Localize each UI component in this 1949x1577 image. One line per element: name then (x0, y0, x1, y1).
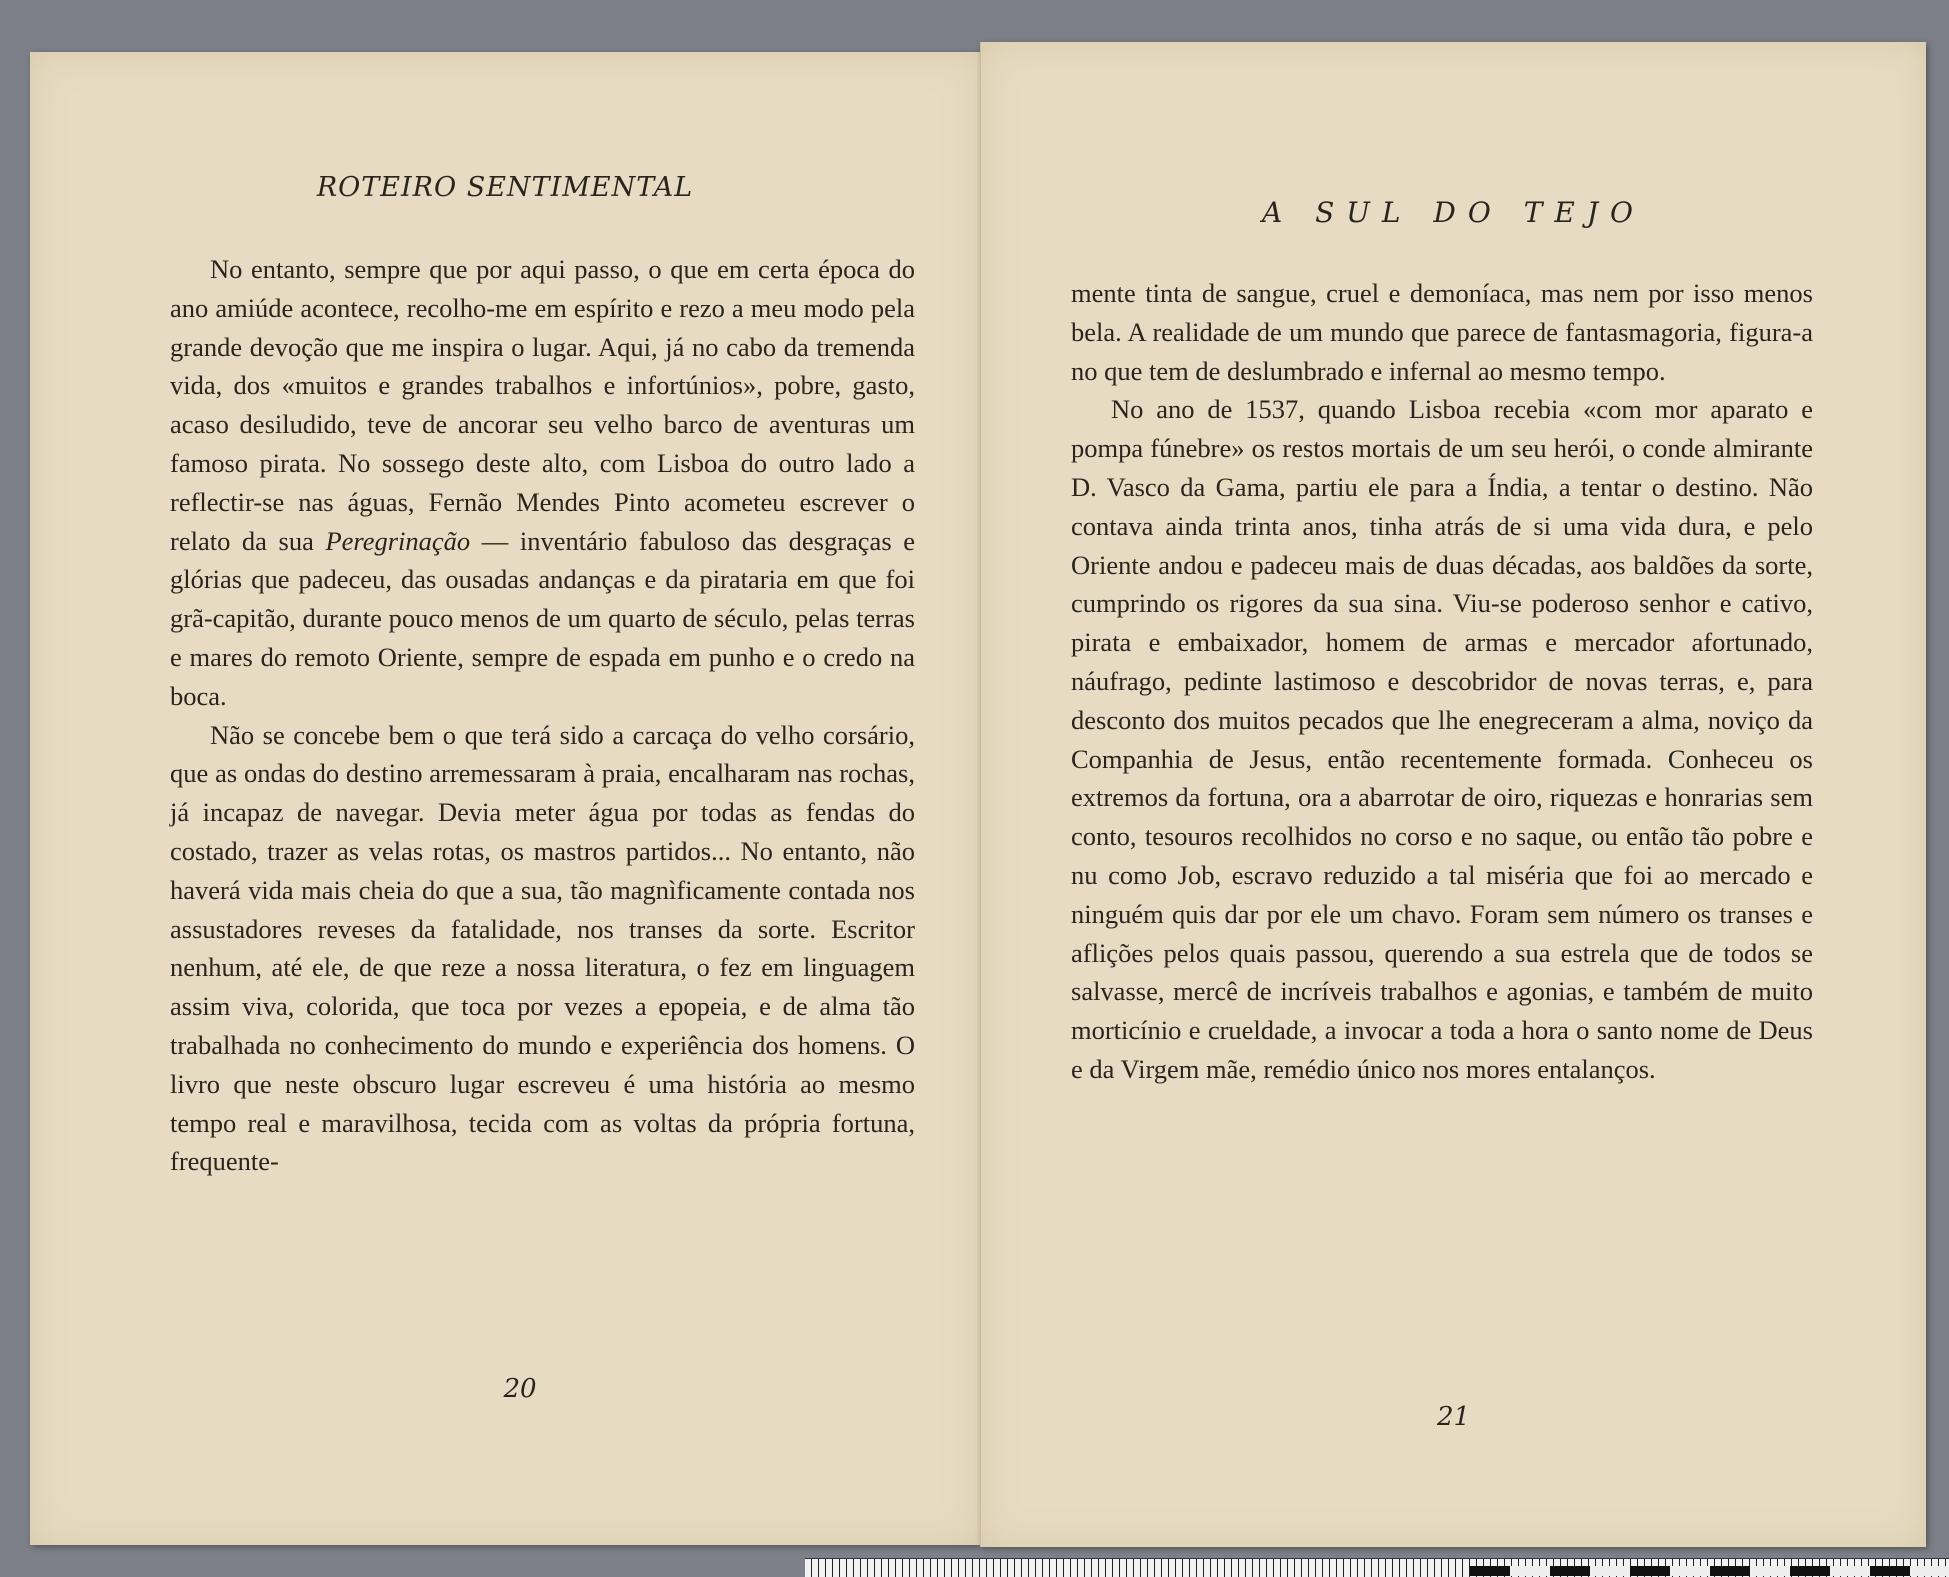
left-paragraph-1-text-b: — inventário fabuloso das desgraças e glórias que padeceu, das ousadas andanças e da pirataria em que foi grã-capitão, durante pouco menos de um quarto de século, pelas terras e mares do remoto Oriente, sempre de espada em punho e o credo na boca. (170, 525, 915, 711)
color-scale-bar (1470, 1566, 1949, 1576)
left-paragraph-2: Não se concebe bem o que terá sido a carcaça do velho corsário, que as ondas do destino arremessaram à praia, encalharam nas rochas, já incapaz de navegar. Devia meter água por todas as fendas do costado, trazer as velas rotas, os mastros partidos... No entanto, não haverá vida mais cheia do que a sua, tão magnìficamente contada nos assustadores reveses da fatalidade, nos transes da sorte. Escritor nenhum, até ele, de que reze a nossa literatura, o fez em linguagem assim viva, colorida, que toca por vezes a epopeia, e de alma tão trabalhada no conhecimento do mundo e experiência dos homens. O livro que neste obscuro lugar escreveu é uma história ao mesmo tempo real e maravilhosa, tecida com as voltas da própria fortuna, frequente- (170, 719, 915, 1177)
left-paragraph-1 (170, 250, 915, 716)
left-text-block (170, 250, 915, 1181)
book-title-peregrinacao: Peregrinação (325, 525, 471, 556)
left-paragraph-1-text-a: No entanto, sempre que por aqui passo, o que em certa época do ano amiúde acontece, recolho-me em espírito e rezo a meu modo pela grande devoção que me inspira o lugar. Aqui, já no cabo da tremenda vida, dos «muitos e grandes trabalhos e infortúnios», pobre, gasto, acaso desiludido, teve de ancorar seu velho barco de aventuras um famoso pirata. No sossego deste alto, com Lisboa do outro lado a reflectir-se nas águas, Fernão Mendes Pinto acometeu escrever o relato da sua (170, 254, 915, 556)
right-page-number: 21 (1436, 1402, 1471, 1432)
left-page (30, 52, 980, 1545)
left-page-number: 20 (503, 1374, 537, 1404)
right-paragraph-2: No ano de 1537, quando Lisboa recebia «com mor aparato e pompa fúnebre» os restos mortais de um seu herói, o conde almirante D. Vasco da Gama, partiu ele para a Índia, a tentar o destino. Não contava ainda trinta anos, tinha atrás de si uma vida dura, e pelo Oriente andou e padeceu mais de duas décadas, aos baldões da sorte, cumprindo os rigores da sua sina. Viu-se poderoso senhor e cativo, pirata e embaixador, homem de armas e mercador afortunado, náufrago, pedinte lastimoso e descobridor de novas terras, e, para desconto dos muitos pecados que lhe enegreceram a alma, noviço da Companhia de Jesus, então recentemente formada. Conheceu os extremos da fortuna, ora a abarrotar de oiro, riquezas e honrarias sem conto, tesouros recolhidos no corso e no saque, ou então tão pobre e nu como Job, escravo reduzido a tal miséria que foi ao mercado e ninguém quis dar por ele um chavo. Foram sem número os transes e aflições pelos quais passou, querendo a sua estrela que de todos se salvasse, mercê de incríveis trabalhos e agonias, e também de muito morticínio e crueldade, a invocar a toda a hora o santo nome de Deus e da Virgem mãe, remédio único nos mores entalanços. (1071, 394, 1813, 1084)
right-paragraph-1: mente tinta de sangue, cruel e demoníaca, mas nem por isso menos bela. A realidade de um mundo que parece de fantasmagoria, figura-a no que tem de deslumbrado e infernal ao mesmo tempo. (1071, 278, 1813, 386)
right-running-head: A SUL DO TEJO (1262, 196, 1645, 229)
left-running-head: ROTEIRO SENTIMENTAL (316, 172, 694, 203)
right-text-block (1071, 274, 1813, 1089)
right-page (980, 42, 1926, 1547)
